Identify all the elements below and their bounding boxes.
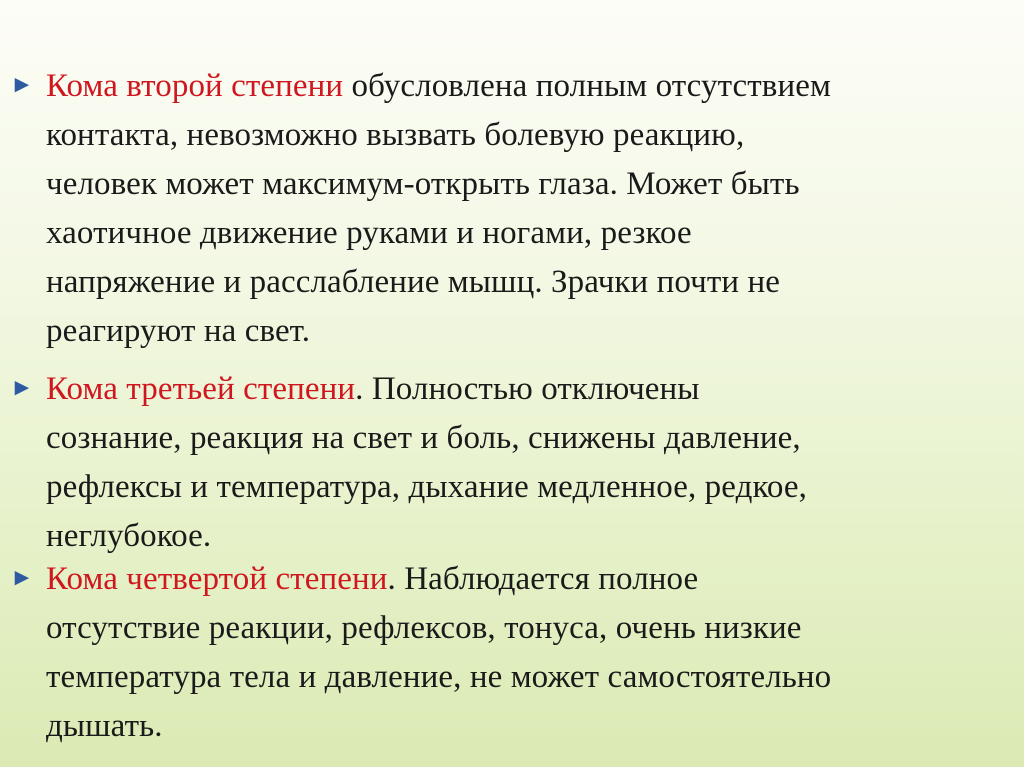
paragraph-line: сознание, реакция на свет и боль, снижены давление, xyxy=(46,420,801,456)
bullet-triangle-icon: ► xyxy=(10,565,34,591)
paragraph-first-line-text: . Наблюдается полное xyxy=(387,561,699,597)
paragraph-coma-fourth-degree xyxy=(10,555,1000,751)
paragraph-line: человек может максимум-открыть глаза. Может быть xyxy=(46,166,800,202)
paragraph-first-line-text: обусловлена полным отсутствием xyxy=(343,68,831,104)
paragraph-first-line xyxy=(10,365,1000,414)
paragraph-coma-second-degree xyxy=(10,62,1000,356)
paragraph-line: дышать. xyxy=(46,708,163,744)
paragraph-line: напряжение и расслабление мышц. Зрачки почти не xyxy=(46,264,780,300)
paragraph-line: реагируют на свет. xyxy=(46,313,311,349)
bullet-triangle-icon: ► xyxy=(10,375,34,401)
paragraph-heading: Кома четвертой степени xyxy=(46,561,388,597)
paragraph-heading: Кома третьей степени xyxy=(46,371,356,407)
paragraph-coma-third-degree xyxy=(10,365,1000,561)
paragraph-line: контакта, невозможно вызвать болевую реакцию, xyxy=(46,117,745,153)
paragraph-line: неглубокое. xyxy=(46,518,212,554)
paragraph-first-line-text: . Полностью отключены xyxy=(355,371,700,407)
paragraph-first-line xyxy=(10,62,1000,111)
paragraph-line: отсутствие реакции, рефлексов, тонуса, очень низкие xyxy=(46,610,802,646)
paragraph-line: рефлексы и температура, дыхание медленное, редкое, xyxy=(46,469,808,505)
paragraph-line: температура тела и давление, не может самостоятельно xyxy=(46,659,832,695)
paragraph-line: хаотичное движение руками и ногами, резкое xyxy=(46,215,692,251)
paragraph-first-line xyxy=(10,555,1000,604)
paragraph-heading: Кома второй степени xyxy=(46,68,344,104)
bullet-triangle-icon: ► xyxy=(10,72,34,98)
